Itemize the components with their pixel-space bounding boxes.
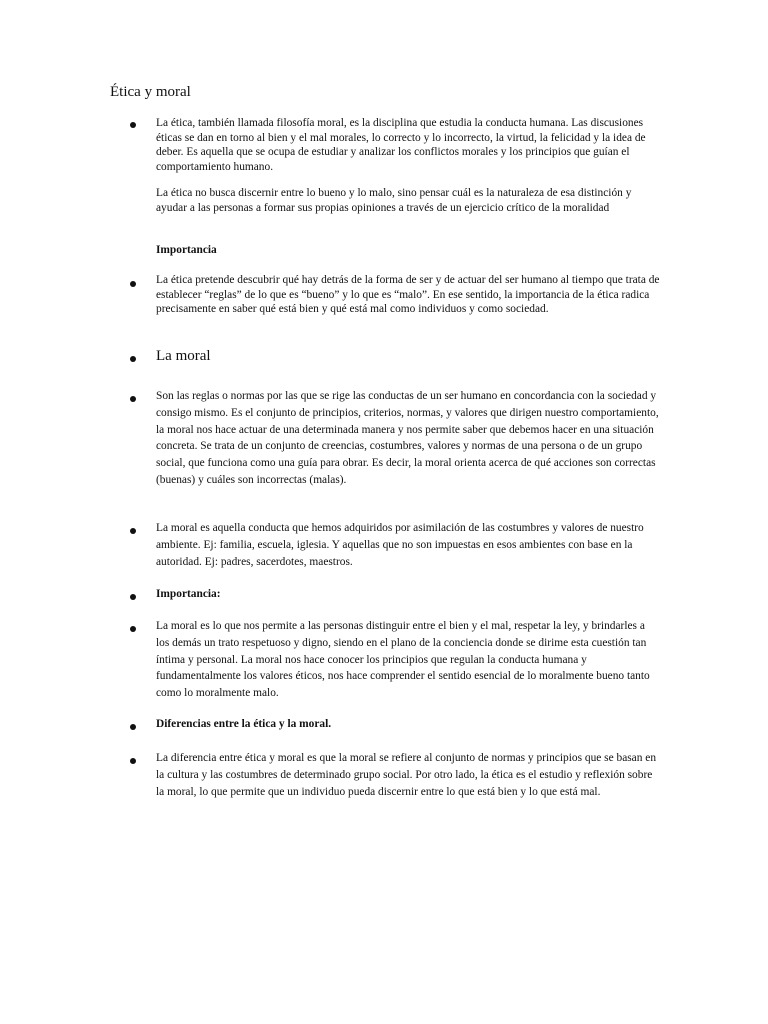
- heading-la-moral: La moral: [156, 348, 211, 364]
- bullet-icon: [130, 758, 136, 764]
- paragraph-etica-discernir: La ética no busca discernir entre lo bueno y lo malo, sino pensar cuál es la naturaleza de esa distinción y ayudar a las personas a formar sus propias opiniones a través de un ejercicio crítico de la moralidad: [156, 187, 632, 214]
- paragraph-moral-definicion: Son las reglas o normas por las que se rige las conductas de un ser humano en concordancia con la sociedad y consigo mismo. Es el conjunto de principios, criterios, normas, y valores que dirigen nuestro comportamiento, la moral nos hace actuar de una determinada manera y nos permite saber que debemos hacer en una situación concreta. Se trata de un conjunto de creencias, costumbres, valores y normas de una persona o de un grupo social, que funciona como una guía para obrar. Es decir, la moral orienta acerca de qué acciones son correctas (buenas) y cuáles son incorrectas (malas).: [156, 390, 659, 486]
- bullet-icon: [130, 626, 136, 632]
- paragraph-diferencias: La diferencia entre ética y moral es que la moral se refiere al conjunto de normas y principios que se basan en la cultura y las costumbres de determinado grupo social. Por otro lado, la ética es el estudio y reflexión sobre la moral, lo que permite que un individuo pueda discernir entre lo que está bien y lo que está mal.: [156, 752, 657, 798]
- heading-diferencias: Diferencias entre la ética y la moral.: [156, 718, 332, 730]
- paragraph-etica-definicion: La ética, también llamada filosofía moral, es la disciplina que estudia la conducta humana. Las discusiones éticas se dan en torno al bien y el mal morales, lo correcto y lo incorrecto, la virtud, la felicidad y la idea de deber. Es aquella que se ocupa de estudiar y analizar los conflictos morales y los principios que guían el comportamiento humano.: [156, 117, 646, 173]
- bullet-icon: [130, 724, 136, 730]
- bullet-icon: [130, 122, 136, 128]
- bullet-icon: [130, 396, 136, 402]
- bullet-icon: [130, 594, 136, 600]
- document-title: Ética y moral: [110, 84, 191, 100]
- subheading-importancia-moral: Importancia:: [156, 588, 221, 600]
- bullet-icon: [130, 281, 136, 287]
- bullet-icon: [130, 356, 136, 362]
- paragraph-etica-importancia: La ética pretende descubrir qué hay detrás de la forma de ser y de actuar del ser humano al tiempo que trata de establecer “reglas” de lo que es “bueno” y lo que es “malo”. En ese sentido, la importancia de la ética radica precisamente en saber qué está bien y qué está mal como individuos y como sociedad.: [156, 274, 660, 316]
- subheading-importancia: Importancia: [156, 244, 217, 256]
- paragraph-moral-conducta: La moral es aquella conducta que hemos adquiridos por asimilación de las costumbres y valores de nuestro ambiente. Ej: familia, escuela, iglesia. Y aquellas que no son impuestas en esos ambientes con base en la autoridad. Ej: padres, sacerdotes, maestros.: [156, 522, 644, 568]
- paragraph-moral-importancia: La moral es lo que nos permite a las personas distinguir entre el bien y el mal, respetar la ley, y brindarles a los demás un trato respetuoso y digno, siendo en el plano de la conciencia donde se dirime esta cuestión tan íntima y personal. La moral nos hace conocer los principios que regulan la conducta humana y fundamentalmente los valores éticos, nos hace comprender el sentido esencial de lo moralmente bueno tanto como lo moralmente malo.: [156, 620, 650, 700]
- bullet-icon: [130, 528, 136, 534]
